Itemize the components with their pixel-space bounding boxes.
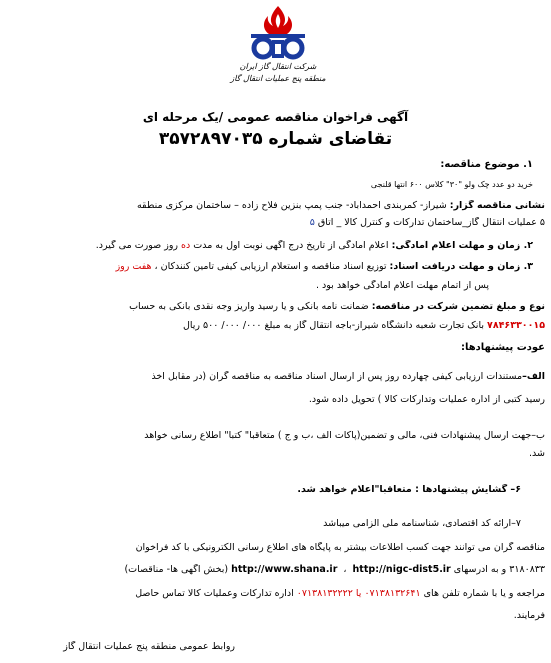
shana-link[interactable]: http://www.shana.ir [231,564,338,575]
address-text2: ۵ عملیات انتقال گاز_ساختمان تدارکات و کنترل کالا _ اتاق [314,217,545,228]
section7-line: ۷–ارائه کد اقتصادی، شناسنامه ملی الزامی میباشد [323,518,521,529]
section3-line [3,261,533,272]
alef-label: الف– [522,371,545,382]
be-line2: شد. [529,448,545,459]
proposals-heading: عودت پیشنهادها: [460,342,545,353]
section2-heading: ۲. زمان و مهلت اعلام آمادگی: [391,240,533,251]
org-name: شرکت انتقال گاز ایران [239,62,317,71]
section3-line2: پس از اتمام مهلت اعلام آمادگی خواهد بود . [315,280,489,291]
contact-text-b: اداره تدارکات وعملیات کالا تماس حاصل [135,588,297,599]
contact-line2: فرمایند. [513,610,545,621]
org-region: منطقه پنج عملیات انتقال گاز [230,74,326,83]
address-label: نشانی مناقصه گزار: [449,200,545,211]
section2-text-a: اعلام آمادگی از تاریخ درج آگهی نوبت اول به مدت [190,240,392,251]
phone1: ۰۷۱۳۸۱۳۲۶۴۱ [364,588,421,599]
section2-days: ده [181,240,191,251]
guarantee-text: ضمانت نامه بانکی و یا رسید واریز وجه نقدی بانکی به حساب [129,301,372,312]
contact-line [5,588,545,599]
nigc-link[interactable]: http://nigc-dist5.ir [352,564,451,575]
section1-heading: ۱. موضوع مناقصه: [440,159,533,170]
info-line2: ۳۱۸۰۸۳۳ و به آدرسهای http://www.shana.ir ، http://nigc-dist5.ir (بخش آگهی ها- مناقصات) [124,564,545,575]
notice-title: آگهی فراخوان مناقصه عمومی /یک مرحله ای [142,110,409,124]
section6-line: ۶– گشایش پیشنهادها : متعاقبا"اعلام خواهد شد. [297,484,521,495]
contact-or: یا [352,588,365,599]
account-number: ۷۸۴۶۳۳۰۰۱۵ [487,320,545,331]
section3-highlight: هفت روز [115,261,152,272]
be-line1: ب–جهت ارسال پیشنهادات فنی، مالی و تضمین(پاکات الف ،ب و ج ) متعاقبا" کتبا" اطلاع رسانی خواهد [144,430,545,441]
info-line1: مناقصه گران می توانند جهت کسب اطلاعات بیشتر به پایگاه های اطلاع رسانی الکترونیکی با کد فراخوان [135,542,545,553]
address-line [5,200,545,211]
section2-line [3,240,533,251]
info-code: ۳۱۸۰۸۳۳ [509,564,545,575]
footer-signature: روابط عمومی منطقه پنج عملیات انتقال گاز [63,641,235,652]
info-and: و به آدرسهای [450,564,510,575]
section1-subject: خرید دو عدد چک ولو "۳۰" کلاس ۶۰۰ انتها قلنجی [370,180,533,189]
guarantee-label: نوع و مبلغ تضمین شرکت در مناقصه: [371,301,545,312]
guarantee-line [5,301,545,312]
address-text: شیراز- کمربندی احمدآباد- جنب پمپ بنزین فلاح زاده – ساختمان مرکزی منطقه [136,200,450,211]
alef-line2: رسید کتبی از اداره عملیات وتدارکات کالا ) تحویل داده شود. [308,394,545,405]
section3-heading: ۳. زمان و مهلت دریافت اسناد: [389,261,533,272]
alef-text: مستندات ارزیابی کیفی چهارده روز پس از ارسال اسناد مناقصه به مناقصه گران (در مقابل اخذ [151,371,523,382]
alef-line [5,371,545,382]
guarantee-line2 [5,320,545,331]
nigc-flame-logo-icon [245,4,311,62]
request-number: تقاضای شماره ۳۵۷۲۸۹۷۰۳۵ [158,129,393,149]
address-room: ۵ [309,217,315,228]
info-section: (بخش آگهی ها- مناقصات) [124,564,229,575]
phone2: ۰۷۱۳۸۱۳۲۲۲۲ [296,588,353,599]
section2-text-b: روز صورت می گیرد. [95,240,182,251]
address-line2 [5,217,545,228]
section3-text: توزیع اسناد مناقصه و استعلام ارزیابی کیفی تامین کنندکان ، [151,261,390,272]
guarantee-amount: بانک تجارت شعبه دانشگاه شیراز-باجه انتقال گاز به مبلغ ۰۰۰/ ۰۰۰/ ۵۰۰ ریال [182,320,488,331]
contact-text-a: مراجعه و یا با شماره تلفن های [420,588,545,599]
